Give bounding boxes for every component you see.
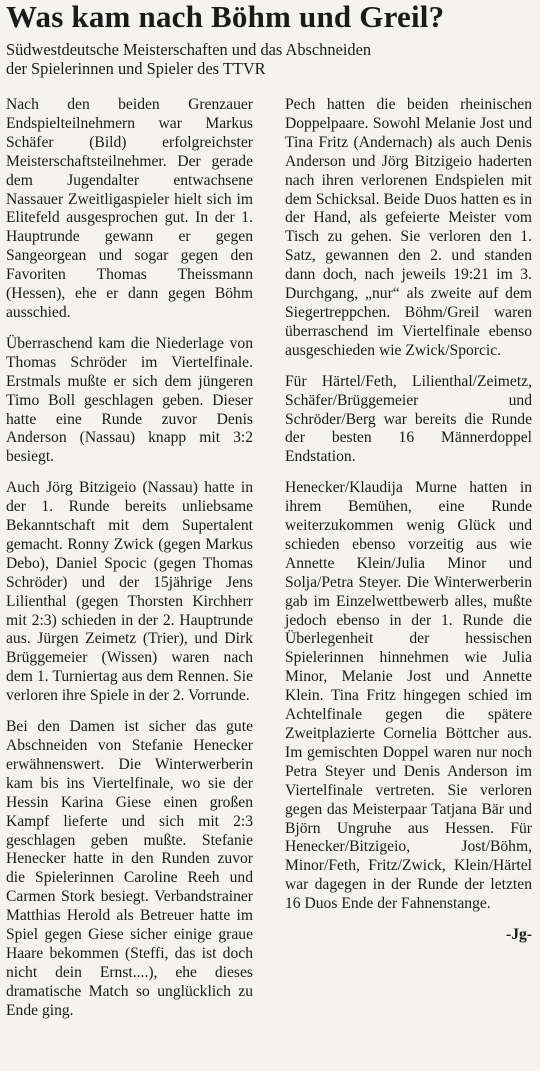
subtitle-line: Südwestdeutsche Meisterschaften und das Abschneiden	[6, 40, 372, 59]
right-column	[285, 96, 532, 945]
paragraph: Henecker/Klaudija Murne hatten in ihrem Bemühen, eine Runde weiterzukommen wenig Glück und schieden ebenso vorzeitig aus wie Annette Klein/Julia Minor und Solja/Petra Steyer. Die Winterwerberin gab im Einzelwettbewerb alles, mußte jedoch ebenso in der 1. Runde die Überlegenheit der hessischen Spielerinnen hinnehmen wie Julia Minor, Melanie Jost und Annette Klein. Tina Fritz hingegen schied im Achtelfinale gegen die spätere Zweitplazierte Cornelia Böttcher aus. Im gemischten Doppel waren nur noch Petra Steyer und Denis Anderson im Viertelfinale vertreten. Sie verloren gegen das Meisterpaar Tatjana Bär und Björn Ungruhe aus Hessen. Für Henecker/Bitzigeio, Jost/Böhm, Minor/Feth, Fritz/Zwick, Klein/Härtel war dagegen in der Runde der letzten 16 Duos Ende der Fahnenstange.	[285, 479, 532, 913]
paragraph: Nach den beiden Grenzauer Endspielteilnehmern war Markus Schäfer (Bild) erfolgreichster Meisterschaftsteilnehmer. Der gerade dem Jugendalter entwachsene Nassauer Zweitligaspieler hielt sich im Elitefeld ausgesprochen gut. In der 1. Hauptrunde gewann er gegen Sangeorgean und sogar gegen den Favoriten Thomas Theissmann (Hessen), ehe er dann gegen Böhm ausschied.	[6, 96, 253, 321]
paragraph: Pech hatten die beiden rheinischen Doppelpaare. Sowohl Melanie Jost und Tina Fritz (Andernach) als auch Denis Anderson und Jörg Bitzigeio haderten nach ihren verlorenen Endspielen mit dem Schicksal. Beide Duos hatten es in der Hand, als gefeierte Meister vom Tisch zu gehen. Sie verloren den 1. Satz, gewannen den 2. und standen dann doch, nach jeweils 19:21 im 3. Durchgang, „nur“ als zweite auf dem Siegertreppchen. Böhm/Greil waren überraschend im Viertelfinale ebenso ausgeschieden wie Zwick/Sporcic.	[285, 96, 532, 359]
paragraph: Auch Jörg Bitzigeio (Nassau) hatte in der 1. Runde bereits unliebsame Bekanntschaft mit dem Supertalent gemacht. Ronny Zwick (gegen Markus Debo), Daniel Spocic (gegen Thomas Schröder) und der 15jährige Jens Lilienthal (gegen Thorsten Kirchherr mit 2:3) schieden in der 2. Hauptrunde aus. Jürgen Zeimetz (Trier), und Dirk Brüggemeier (Wissen) waren nach dem 1. Turniertag aus dem Rennen. Sie verloren ihre Spiele in der 2. Vorrunde.	[6, 479, 253, 705]
article-subtitle	[6, 40, 406, 78]
author-signature: -Jg-	[506, 926, 532, 944]
article-headline: Was kam nach Böhm und Greil?	[6, 0, 445, 34]
paragraph: Bei den Damen ist sicher das gute Abschneiden von Stefanie Henecker erwähnenswert. Die Winterwerberin kam bis ins Viertelfinale, wo sie der Hessin Karina Giese einen großen Kampf lieferte und sich mit 2:3 geschlagen geben mußte. Stefanie Henecker hatte in den Runden zuvor die Spielerinnen Caroline Reeh und Carmen Stork besiegt. Verbandstrainer Matthias Herold als Betreuer hatte im Spiel gegen Giese sicher einige graue Haare bekommen (Steffi, das ist doch nicht dein Ernst....), ehe dieses dramatische Match so unglücklich zu Ende ging.	[6, 718, 253, 1019]
paragraph: Für Härtel/Feth, Lilienthal/Zeimetz, Schäfer/Brüggemeier und Schröder/Berg war bereits die Runde der besten 16 Männerdoppel Endstation.	[285, 372, 532, 466]
paragraph: Überraschend kam die Niederlage von Thomas Schröder im Viertelfinale. Erstmals mußte er sich dem jüngeren Timo Boll geschlagen geben. Dieser hatte eine Runde zuvor Denis Anderson (Nassau) knapp mit 3:2 besiegt.	[6, 334, 253, 466]
subtitle-line: der Spielerinnen und Spieler des TTVR	[6, 59, 266, 78]
left-column	[6, 96, 253, 1033]
